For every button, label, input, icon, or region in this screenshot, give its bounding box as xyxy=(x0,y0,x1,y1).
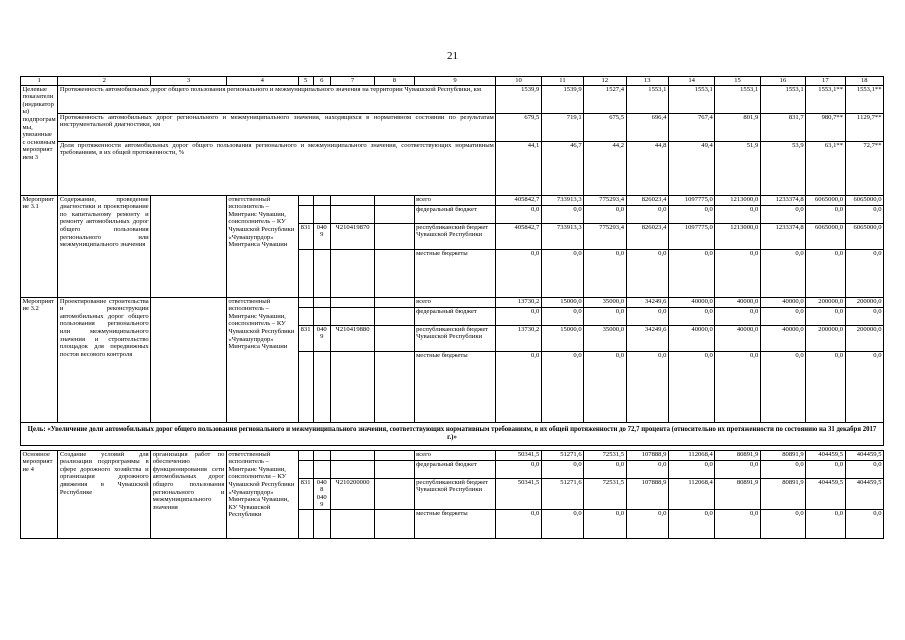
rzpr-code: 0409 xyxy=(313,325,330,351)
funding-value: 0,0 xyxy=(845,205,883,223)
funding-value: 0,0 xyxy=(845,509,883,538)
csr-code-empty xyxy=(330,509,374,538)
funding-value: 6065000,0 xyxy=(806,195,845,205)
indicator-value: 51,9 xyxy=(715,141,760,195)
column-number: 4 xyxy=(226,77,298,86)
indicator-value: 1129,7** xyxy=(845,113,883,141)
column-number: 6 xyxy=(313,77,330,86)
rzpr-code-empty xyxy=(313,297,330,307)
measure-label: Мероприятие 3.2 xyxy=(21,297,58,422)
column-number: 12 xyxy=(584,77,626,86)
funding-value: 0,0 xyxy=(806,205,845,223)
page-number: 21 xyxy=(447,50,458,62)
indicator-value: 1553,1 xyxy=(626,85,668,113)
column-number: 7 xyxy=(330,77,374,86)
vr-code xyxy=(375,223,414,249)
funding-value: 0,0 xyxy=(496,509,541,538)
funding-value: 200000,0 xyxy=(806,297,845,307)
rzpr-code-empty xyxy=(313,195,330,205)
measure-result xyxy=(151,297,227,422)
rzpr-code: 0408 0409 xyxy=(313,478,330,509)
indicator-value: 1539,9 xyxy=(541,85,583,113)
grbs-code-empty xyxy=(298,450,313,460)
funding-row xyxy=(21,450,884,460)
rzpr-code: 0409 xyxy=(313,223,330,249)
indicator-value: 46,7 xyxy=(541,141,583,195)
responsible: ответственный исполнитель – Минтранс Чувашии, соисполнитель – КУ Чувашской Республики «Чувашупрдор» Минтранса Чувашии xyxy=(226,297,298,422)
funding-value: 0,0 xyxy=(845,460,883,478)
vr-code-empty xyxy=(375,509,414,538)
column-number: 17 xyxy=(806,77,845,86)
funding-value: 50341,5 xyxy=(496,478,541,509)
funding-value: 0,0 xyxy=(584,307,626,325)
vr-code xyxy=(375,325,414,351)
funding-source: федеральный бюджет xyxy=(414,307,496,325)
funding-value: 0,0 xyxy=(496,249,541,297)
funding-value: 0,0 xyxy=(496,460,541,478)
indicator-value: 44,2 xyxy=(584,141,626,195)
csr-code-empty xyxy=(330,249,374,297)
csr-code-empty xyxy=(330,307,374,325)
funding-value: 0,0 xyxy=(715,351,760,422)
funding-value: 0,0 xyxy=(496,205,541,223)
funding-value: 6065000,0 xyxy=(845,223,883,249)
column-number: 16 xyxy=(760,77,805,86)
funding-value: 0,0 xyxy=(584,460,626,478)
funding-value: 404459,5 xyxy=(806,478,845,509)
indicator-value: 1553,1 xyxy=(668,85,714,113)
funding-value: 0,0 xyxy=(760,351,805,422)
funding-source: республиканский бюджет Чувашской Республики xyxy=(414,325,496,351)
funding-value: 80891,9 xyxy=(715,478,760,509)
rzpr-code-empty xyxy=(313,351,330,422)
funding-source: местные бюджеты xyxy=(414,351,496,422)
column-number: 13 xyxy=(626,77,668,86)
funding-value: 404459,5 xyxy=(806,450,845,460)
funding-value: 0,0 xyxy=(541,460,583,478)
column-number: 11 xyxy=(541,77,583,86)
indicator-text: Протяженность автомобильных дорог регионального и межмуниципального значения, находящихся в нормативном состоянии по результатам инструментальной диагностики, км xyxy=(58,113,496,141)
indicator-value: 1527,4 xyxy=(584,85,626,113)
funding-value: 0,0 xyxy=(541,249,583,297)
funding-source: местные бюджеты xyxy=(414,249,496,297)
funding-value: 34249,6 xyxy=(626,297,668,307)
funding-value: 0,0 xyxy=(806,509,845,538)
funding-value: 80891,9 xyxy=(760,450,805,460)
indicator-value: 1539,9 xyxy=(496,85,541,113)
responsible: ответственный исполнитель – Минтранс Чувашии, соисполнитель – КУ Чувашской Республики «Чувашупрдор» Минтранса Чувашии xyxy=(226,195,298,297)
funding-value: 0,0 xyxy=(584,351,626,422)
funding-value: 0,0 xyxy=(715,205,760,223)
funding-value: 0,0 xyxy=(541,307,583,325)
funding-value: 0,0 xyxy=(806,351,845,422)
funding-value: 13730,2 xyxy=(496,297,541,307)
vr-code xyxy=(375,478,414,509)
funding-value: 200000,0 xyxy=(845,297,883,307)
funding-value: 6065000,0 xyxy=(806,223,845,249)
indicator-value: 980,7** xyxy=(806,113,845,141)
funding-value: 0,0 xyxy=(806,307,845,325)
funding-value: 40000,0 xyxy=(760,297,805,307)
funding-value: 0,0 xyxy=(626,249,668,297)
funding-value: 1213000,0 xyxy=(715,195,760,205)
indicator-value: 53,9 xyxy=(760,141,805,195)
funding-value: 0,0 xyxy=(845,249,883,297)
program-table xyxy=(20,76,884,539)
funding-value: 0,0 xyxy=(715,307,760,325)
funding-value: 200000,0 xyxy=(845,325,883,351)
grbs-code-empty xyxy=(298,460,313,478)
column-number: 9 xyxy=(414,77,496,86)
funding-source: всего xyxy=(414,450,496,460)
indicator-value: 675,5 xyxy=(584,113,626,141)
rzpr-code-empty xyxy=(313,205,330,223)
grbs-code-empty xyxy=(298,195,313,205)
goal-text: Цель: «Увеличение доли автомобильных дорог общего пользования регионального и межмуниципального значения, соответствующих нормативным требованиям, в их общей протяженности до 72,7 процента (относительно их протяженности по состоянию на 31 декабря 2017 г.)» xyxy=(21,422,884,445)
vr-code-empty xyxy=(375,450,414,460)
funding-value: 0,0 xyxy=(541,351,583,422)
funding-value: 826023,4 xyxy=(626,223,668,249)
measure-name: Проектирование строительства и реконструкции автомобильных дорог общего пользования регионального или межмуниципального значения и строительство площадок для передвижных постов весового контроля xyxy=(58,297,151,422)
vr-code-empty xyxy=(375,205,414,223)
indicator-value: 719,1 xyxy=(541,113,583,141)
rzpr-code-empty xyxy=(313,307,330,325)
indicator-row xyxy=(21,141,884,195)
measure-result xyxy=(151,195,227,297)
csr-code-empty xyxy=(330,205,374,223)
funding-source: местные бюджеты xyxy=(414,509,496,538)
csr-code: Ч210419870 xyxy=(330,223,374,249)
measure-name: Содержание, проведение диагностики и проектирование по капитальному ремонту и ремонту автомобильных дорог общего пользования регионального или межмуниципального значения xyxy=(58,195,151,297)
rzpr-code-empty xyxy=(313,509,330,538)
funding-value: 0,0 xyxy=(584,509,626,538)
indicator-text: Протяженность автомобильных дорог общего пользования регионального и межмуниципального значения на территории Чувашской Республики, км xyxy=(58,85,496,113)
funding-value: 35000,0 xyxy=(584,297,626,307)
vr-code-empty xyxy=(375,297,414,307)
indicators-label: Целевые показатели (индикаторы) подпрограммы, увязанные с основным мероприятием 3 xyxy=(21,85,58,195)
indicator-value: 44,1 xyxy=(496,141,541,195)
funding-value: 0,0 xyxy=(626,351,668,422)
funding-value: 1097775,0 xyxy=(668,195,714,205)
csr-code-empty xyxy=(330,450,374,460)
funding-source: всего xyxy=(414,195,496,205)
csr-code: Ч210419880 xyxy=(330,325,374,351)
column-number: 2 xyxy=(58,77,151,86)
funding-value: 112068,4 xyxy=(668,450,714,460)
funding-value: 404459,5 xyxy=(845,478,883,509)
funding-source: всего xyxy=(414,297,496,307)
funding-value: 40000,0 xyxy=(760,325,805,351)
grbs-code: 831 xyxy=(298,478,313,509)
vr-code-empty xyxy=(375,195,414,205)
grbs-code-empty xyxy=(298,297,313,307)
funding-value: 733913,3 xyxy=(541,223,583,249)
column-number: 3 xyxy=(151,77,227,86)
funding-value: 0,0 xyxy=(496,351,541,422)
rzpr-code-empty xyxy=(313,450,330,460)
funding-value: 80891,9 xyxy=(715,450,760,460)
funding-value: 0,0 xyxy=(760,307,805,325)
csr-code-empty xyxy=(330,351,374,422)
indicator-value: 44,8 xyxy=(626,141,668,195)
funding-value: 826023,4 xyxy=(626,195,668,205)
funding-value: 1233374,8 xyxy=(760,195,805,205)
funding-value: 0,0 xyxy=(760,205,805,223)
funding-value: 1233374,8 xyxy=(760,223,805,249)
funding-value: 0,0 xyxy=(541,509,583,538)
funding-value: 35000,0 xyxy=(584,325,626,351)
funding-value: 0,0 xyxy=(845,307,883,325)
funding-value: 0,0 xyxy=(541,205,583,223)
funding-value: 40000,0 xyxy=(715,297,760,307)
funding-value: 405842,7 xyxy=(496,195,541,205)
vr-code-empty xyxy=(375,460,414,478)
indicator-row xyxy=(21,113,884,141)
funding-value: 0,0 xyxy=(584,249,626,297)
funding-value: 0,0 xyxy=(715,509,760,538)
funding-value: 0,0 xyxy=(668,509,714,538)
funding-value: 107888,9 xyxy=(626,450,668,460)
grbs-code-empty xyxy=(298,205,313,223)
funding-value: 80891,9 xyxy=(760,478,805,509)
responsible: ответственный исполнитель – Минтранс Чувашии, соисполнители – КУ Чувашской Республики «Чувашупрдор» Минтранса Чувашии, КУ Чувашской Республики xyxy=(226,450,298,538)
column-number: 8 xyxy=(375,77,414,86)
funding-row xyxy=(21,297,884,307)
funding-value: 0,0 xyxy=(760,509,805,538)
csr-code: Ч210200000 xyxy=(330,478,374,509)
funding-value: 72531,5 xyxy=(584,478,626,509)
grbs-code-empty xyxy=(298,509,313,538)
indicator-value: 1553,1 xyxy=(715,85,760,113)
funding-value: 1213000,0 xyxy=(715,223,760,249)
funding-value: 775293,4 xyxy=(584,195,626,205)
vr-code-empty xyxy=(375,307,414,325)
funding-value: 733913,3 xyxy=(541,195,583,205)
rzpr-code-empty xyxy=(313,460,330,478)
goal-row xyxy=(21,422,884,445)
grbs-code: 831 xyxy=(298,223,313,249)
funding-value: 0,0 xyxy=(760,249,805,297)
indicator-value: 801,9 xyxy=(715,113,760,141)
indicator-value: 1553,1 xyxy=(760,85,805,113)
column-number: 1 xyxy=(21,77,58,86)
funding-value: 112068,4 xyxy=(668,478,714,509)
funding-value: 0,0 xyxy=(626,307,668,325)
funding-value: 0,0 xyxy=(668,460,714,478)
grbs-code-empty xyxy=(298,351,313,422)
measure-label: Основное мероприятие 4 xyxy=(21,450,58,538)
measure-name: Создание условий для реализации подпрограммы в сфере дорожного хозяйства и организация дорожного движения в Чувашской Республике xyxy=(58,450,151,538)
funding-value: 0,0 xyxy=(715,249,760,297)
grbs-code-empty xyxy=(298,307,313,325)
funding-source: федеральный бюджет xyxy=(414,460,496,478)
funding-value: 0,0 xyxy=(760,460,805,478)
funding-value: 775293,4 xyxy=(584,223,626,249)
column-number: 10 xyxy=(496,77,541,86)
funding-value: 0,0 xyxy=(668,351,714,422)
funding-value: 40000,0 xyxy=(668,325,714,351)
indicator-value: 696,4 xyxy=(626,113,668,141)
funding-value: 40000,0 xyxy=(715,325,760,351)
indicator-value: 72,7** xyxy=(845,141,883,195)
column-number: 15 xyxy=(715,77,760,86)
vr-code-empty xyxy=(375,351,414,422)
indicator-value: 1553,1** xyxy=(806,85,845,113)
funding-value: 404459,5 xyxy=(845,450,883,460)
funding-value: 0,0 xyxy=(668,249,714,297)
funding-value: 107888,9 xyxy=(626,478,668,509)
funding-value: 0,0 xyxy=(845,351,883,422)
funding-value: 40000,0 xyxy=(668,297,714,307)
funding-value: 50341,5 xyxy=(496,450,541,460)
funding-value: 51271,6 xyxy=(541,478,583,509)
funding-value: 34249,6 xyxy=(626,325,668,351)
funding-value: 15000,0 xyxy=(541,297,583,307)
funding-source: федеральный бюджет xyxy=(414,205,496,223)
funding-value: 13730,2 xyxy=(496,325,541,351)
funding-value: 0,0 xyxy=(626,460,668,478)
column-number: 5 xyxy=(298,77,313,86)
indicator-value: 49,4 xyxy=(668,141,714,195)
funding-value: 0,0 xyxy=(668,205,714,223)
rzpr-code-empty xyxy=(313,249,330,297)
funding-value: 0,0 xyxy=(584,205,626,223)
funding-row xyxy=(21,195,884,205)
indicator-value: 831,7 xyxy=(760,113,805,141)
funding-value: 0,0 xyxy=(626,205,668,223)
funding-value: 200000,0 xyxy=(806,325,845,351)
funding-value: 0,0 xyxy=(496,307,541,325)
funding-value: 15000,0 xyxy=(541,325,583,351)
indicator-value: 63,1** xyxy=(806,141,845,195)
column-number-row xyxy=(21,77,884,86)
indicator-row xyxy=(21,85,884,113)
indicator-value: 679,5 xyxy=(496,113,541,141)
funding-source: республиканский бюджет Чувашской Республики xyxy=(414,478,496,509)
funding-value: 0,0 xyxy=(715,460,760,478)
indicator-value: 1553,1** xyxy=(845,85,883,113)
funding-value: 51271,6 xyxy=(541,450,583,460)
funding-value: 0,0 xyxy=(806,460,845,478)
funding-value: 0,0 xyxy=(806,249,845,297)
csr-code-empty xyxy=(330,460,374,478)
grbs-code: 831 xyxy=(298,325,313,351)
column-number: 14 xyxy=(668,77,714,86)
funding-value: 72531,5 xyxy=(584,450,626,460)
funding-value: 0,0 xyxy=(668,307,714,325)
measure-result: организация работ по обеспечению функционирования сети автомобильных дорог общего пользования регионального и межмуниципального значения xyxy=(151,450,227,538)
csr-code-empty xyxy=(330,297,374,307)
funding-value: 6065000,0 xyxy=(845,195,883,205)
csr-code-empty xyxy=(330,195,374,205)
indicator-value: 767,4 xyxy=(668,113,714,141)
grbs-code-empty xyxy=(298,249,313,297)
funding-value: 1097775,0 xyxy=(668,223,714,249)
vr-code-empty xyxy=(375,249,414,297)
column-number: 18 xyxy=(845,77,883,86)
funding-source: республиканский бюджет Чувашской Республики xyxy=(414,223,496,249)
indicator-text: Доля протяженности автомобильных дорог общего пользования регионального и межмуниципального значения, соответствующих нормативным требованиям, в их общей протяженности, % xyxy=(58,141,496,195)
funding-value: 0,0 xyxy=(626,509,668,538)
funding-value: 405842,7 xyxy=(496,223,541,249)
measure-label: Мероприятие 3.1 xyxy=(21,195,58,297)
